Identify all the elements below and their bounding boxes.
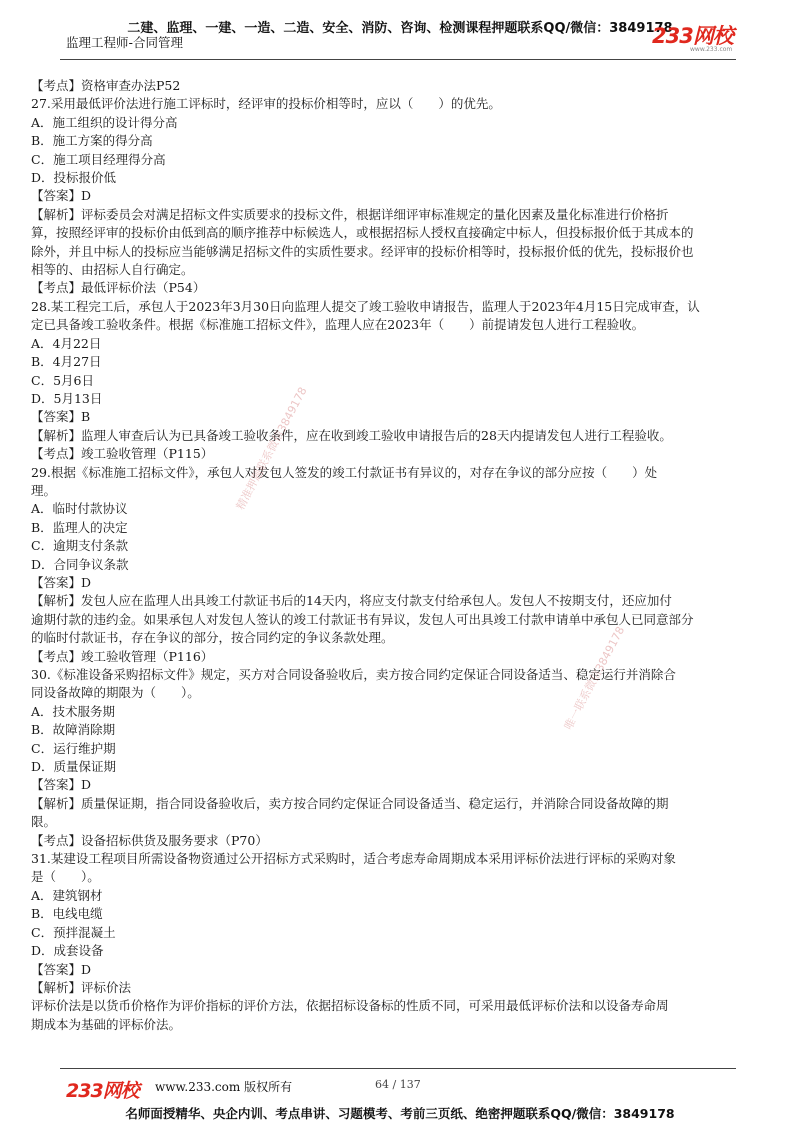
text-line: 【解析】评标委员会对满足招标文件实质要求的投标文件，根据详细评审标准规定的量化因素及量化标准进行价格折 <box>31 206 669 222</box>
text-line: 30.《标准设备采购招标文件》规定，买方对合同设备验收后，卖方按合同约定保证合同设备适当、稳定运行并消除合 <box>31 667 676 682</box>
brand-logo-url: www.233.com <box>690 46 733 53</box>
text-line: 限。 <box>31 814 57 830</box>
text-line: A．施工组织的设计得分高 <box>31 114 178 130</box>
text-line: A．临时付款协议 <box>31 501 128 517</box>
footer-copyright: www.233.com 版权所有 <box>155 1080 293 1094</box>
text-line: 【考点】设备招标供货及服务要求（P70） <box>31 832 268 848</box>
header-ad-line: 二建、监理、一建、一造、二造、安全、消防、咨询、检测课程押题联系QQ/微信：3849178 <box>127 21 673 36</box>
text-line: D．合同争议条款 <box>31 556 129 572</box>
text-line: C．预拌混凝土 <box>31 924 116 940</box>
page-number: 64 / 137 <box>375 1078 421 1091</box>
text-line: 【答案】D <box>31 961 92 977</box>
text-line: A．4月22日 <box>31 335 102 351</box>
footer-divider <box>60 1068 736 1069</box>
text-line: B．施工方案的得分高 <box>31 133 153 149</box>
text-line: 【考点】竣工验收管理（P115） <box>31 446 214 462</box>
text-line: A．技术服务期 <box>31 703 116 719</box>
text-line: D．5月13日 <box>31 390 103 406</box>
text-line: 期成本为基础的评标价法。 <box>31 1016 182 1032</box>
text-line: 【解析】质量保证期，指合同设备验收后，卖方按合同约定保证合同设备适当、稳定运行，并消除合同设备故障的期 <box>31 795 669 811</box>
text-line: 同设备故障的期限为（ ）。 <box>31 685 200 701</box>
text-line: A．建筑钢材 <box>31 887 103 903</box>
text-line: C．5月6日 <box>31 372 94 388</box>
text-line: D．成套设备 <box>31 943 104 959</box>
text-line: 【答案】D <box>31 188 92 204</box>
text-line: 相等的、由招标人自行确定。 <box>31 262 194 278</box>
text-line: 定已具备竣工验收条件。根据《标准施工招标文件》，监理人应在2023年（ ）前提请发包人进行工程验收。 <box>31 317 645 333</box>
text-line: 【考点】竣工验收管理（P116） <box>31 648 214 664</box>
text-line: 除外，并且中标人的投标应当能够满足招标文件的实质性要求。经评审的投标价相等时，投标报价低的优先，投标报价也 <box>31 243 694 259</box>
footer-ad-line: 名师面授精华、央企内训、考点串讲、习题模考、考前三页纸、绝密押题联系QQ/微信：3849178 <box>125 1106 675 1121</box>
text-line: 27.采用最低评价法进行施工评标时，经评审的投标价相等时，应以（ ）的优先。 <box>31 96 501 112</box>
text-line: B．监理人的决定 <box>31 519 128 535</box>
text-line: B．4月27日 <box>31 354 102 370</box>
text-line: 【解析】评标价法 <box>31 979 132 995</box>
text-line: 【解析】发包人应在监理人出具竣工付款证书后的14天内，将应支付款支付给承包人。发包人不按期支付，还应加付 <box>31 593 672 609</box>
text-line: C．运行维护期 <box>31 740 116 756</box>
text-line: 理。 <box>31 482 57 498</box>
text-line: 28.某工程完工后，承包人于2023年3月30日向监理人提交了竣工验收申请报告，监理人于2023年4月15日完成审查，认 <box>31 298 700 314</box>
text-line: B．故障消除期 <box>31 722 116 738</box>
text-line: D．投标报价低 <box>31 170 117 186</box>
watermark: 唯一联系微信3849178 <box>561 624 628 733</box>
document-subtitle: 监理工程师-合同管理 <box>66 35 184 50</box>
text-line: 评标价法是以货币价格作为评价指标的评价方法，依据招标设备标的性质不同，可采用最低评标价法和以设备寿命周 <box>31 998 669 1014</box>
text-line: 【答案】D <box>31 574 92 590</box>
header-divider <box>60 59 736 60</box>
text-line: 的临时付款证书，存在争议的部分，按合同约定的争议条款处理。 <box>31 630 394 646</box>
brand-logo-bottom: 233网校 <box>66 1080 139 1102</box>
text-line: 31.某建设工程项目所需设备物资通过公开招标方式采购时，适合考虑寿命周期成本采用评标价法进行评标的采购对象 <box>31 851 676 867</box>
text-line: 【考点】最低评标价法（P54） <box>31 280 206 296</box>
text-line: 【答案】B <box>31 409 91 425</box>
text-line: 【解析】监理人审查后认为已具备竣工验收条件，应在收到竣工验收申请报告后的28天内提请发包人进行工程验收。 <box>31 427 672 443</box>
question-content <box>31 77 771 1034</box>
text-line: 是（ ）。 <box>31 869 100 885</box>
text-line: 【考点】资格审查办法P52 <box>31 78 181 93</box>
text-line: B．电线电缆 <box>31 906 103 922</box>
text-line: C．施工项目经理得分高 <box>31 151 166 167</box>
text-line: 【答案】D <box>31 777 92 793</box>
text-line: 29.根据《标准施工招标文件》，承包人对发包人签发的竣工付款证书有异议的，对存在争议的部分应按（ ）处 <box>31 464 658 480</box>
text-line: C．逾期支付条款 <box>31 538 129 554</box>
brand-logo-top: 233网校 <box>652 24 733 48</box>
text-line: 算，按照经评审的投标价由低到高的顺序推荐中标候选人，或根据招标人授权直接确定中标人，但投标报价低于其成本的 <box>31 225 694 241</box>
watermark: 精准押题联系微信3849178 <box>233 384 310 513</box>
text-line: 逾期付款的违约金。如果承包人对发包人签认的竣工付款证书有异议，发包人可出具竣工付款申请单中承包人已同意部分 <box>31 611 694 627</box>
text-line: D．质量保证期 <box>31 759 117 775</box>
